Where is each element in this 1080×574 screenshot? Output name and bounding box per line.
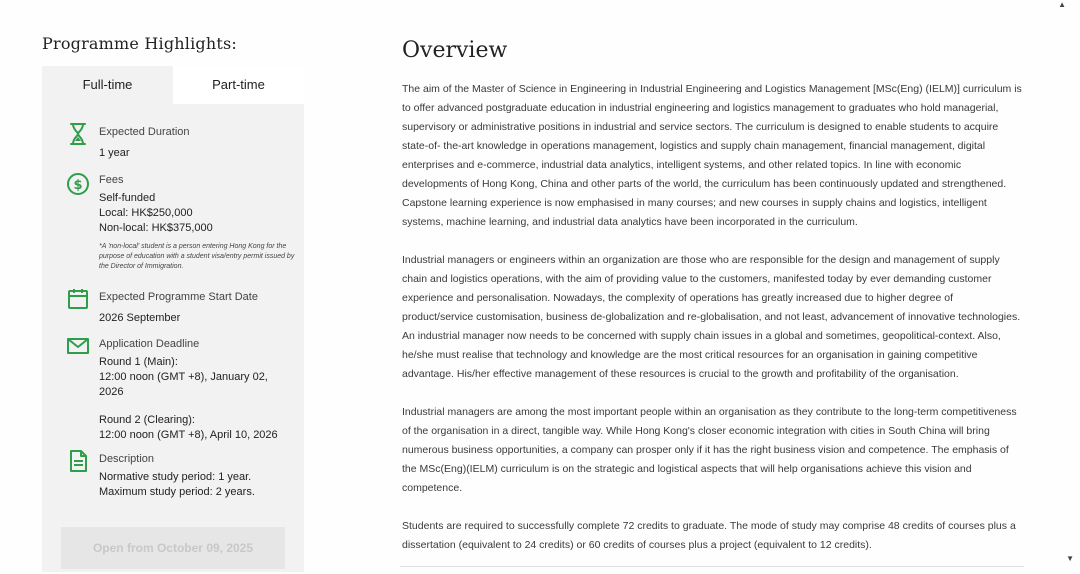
scroll-down-icon[interactable]: ▼ <box>1066 554 1074 563</box>
svg-text:$: $ <box>73 178 83 193</box>
description-line1: Normative study period: 1 year. <box>99 471 252 483</box>
fees-note: *A 'non-local' student is a person entering Hong Kong for the purpose of education with a student visa/entry permit issued by the Director of Immigration. <box>99 243 295 270</box>
round2-line1: 12:00 noon (GMT +8), April 10, 2026 <box>99 429 278 441</box>
overview-paragraph-1: The aim of the Master of Science in Engineering in Industrial Engineering and Logistics Management [MSc(Eng) (IELM)] curriculum is to offer advanced postgraduate education in industrial engineering and logistics management to graduates who hold managerial, supervisory or administrative positions in industrial and service sectors. The curriculum is designed to enable students to acquire state-of- the-art knowledge in operations management, logistics and supply chain management, financial management, digital enterprises and e-commerce, industrial data analytics, intelligent systems, and other related topics. In line with economic developments of Hong Kong, China and other parts of the world, the curriculum has been continuously updated and strengthened. Capstone learning experience is now emphasised in many courses; and new courses in supply chains and logistics, intelligent systems, machine learning, and industrial data analytics have been incorporated in the curriculum. <box>402 83 1022 228</box>
deadline-label: Application Deadline <box>99 338 200 350</box>
fees-line-self-funded: Self-funded <box>99 192 156 204</box>
start-date-label: Expected Programme Start Date <box>99 291 258 303</box>
overview-content <box>402 80 1022 574</box>
duration-label: Expected Duration <box>99 126 190 138</box>
dollar-circle-icon <box>66 172 90 196</box>
fees-line-local: Local: HK$250,000 <box>99 207 193 219</box>
programme-highlights-title: Programme Highlights: <box>42 34 238 53</box>
tab-full-time[interactable]: Full-time <box>42 66 173 104</box>
round1-line2: 2026 <box>99 386 124 398</box>
description-label: Description <box>99 453 155 465</box>
tab-part-time[interactable]: Part-time <box>173 66 304 104</box>
overview-paragraph-4: Students are required to successfully complete 72 credits to graduate. The mode of study may comprise 48 credits of courses plus a dissertation (equivalent to 24 credits) or 60 credits of courses plus a project (equivalent to 12 credits). <box>402 520 1016 551</box>
document-icon <box>66 449 90 473</box>
fees-label: Fees <box>99 174 124 186</box>
highlights-panel <box>42 104 304 572</box>
description-line2: Maximum study period: 2 years. <box>99 486 255 498</box>
hourglass-icon <box>66 122 90 146</box>
round2-title: Round 2 (Clearing): <box>99 414 195 426</box>
content-divider <box>400 566 1024 567</box>
fees-line-non-local: Non-local: HK$375,000 <box>99 222 213 234</box>
start-date-value: 2026 September <box>99 312 181 324</box>
overview-paragraph-3: Industrial managers are among the most important people within an organisation as they contribute to the long-term competitiveness of the organisation in a direct, tangible way. While Hong Kong's closer economic integration with cities in South China will bring numerous business opportunities, a company can prosper only if it has the right business vision and competence. The emphasis of the MSc(Eng)(IELM) curriculum is on the strategic and logistical aspects that will help organisations achieve this vision and competence. <box>402 406 1017 494</box>
round1-line1: 12:00 noon (GMT +8), January 02, <box>99 371 268 383</box>
scroll-up-icon[interactable]: ▲ <box>1058 0 1066 9</box>
overview-title: Overview <box>402 38 508 63</box>
mail-icon <box>66 334 90 358</box>
duration-value: 1 year <box>99 147 130 159</box>
overview-paragraph-2: Industrial managers or engineers within an organization are those who are responsible for the design and management of supply chain and logistics operations, with the aim of providing value to the customers, manifested today by ever demanding customer experience and personalisation. Nowadays, the complexity of operations has greatly increased due to higher degree of product/service customisation, business de-globalization and re-globalisation, and not least, advancement of innovative technologies. An industrial manager now needs to be concerned with supply chain issues in a global and sometimes, geopolitical-context. Also, he/she must realise that technology and knowledge are the most critical resources for an organisation in gaining competitive advantage. His/her effective management of these resources is crucial to the growth and profitability of the organisation. <box>402 254 1021 380</box>
mode-tabs <box>42 66 304 104</box>
round1-title: Round 1 (Main): <box>99 356 178 368</box>
apply-button[interactable]: Open from October 09, 2025 <box>61 527 285 569</box>
calendar-icon <box>66 287 90 311</box>
